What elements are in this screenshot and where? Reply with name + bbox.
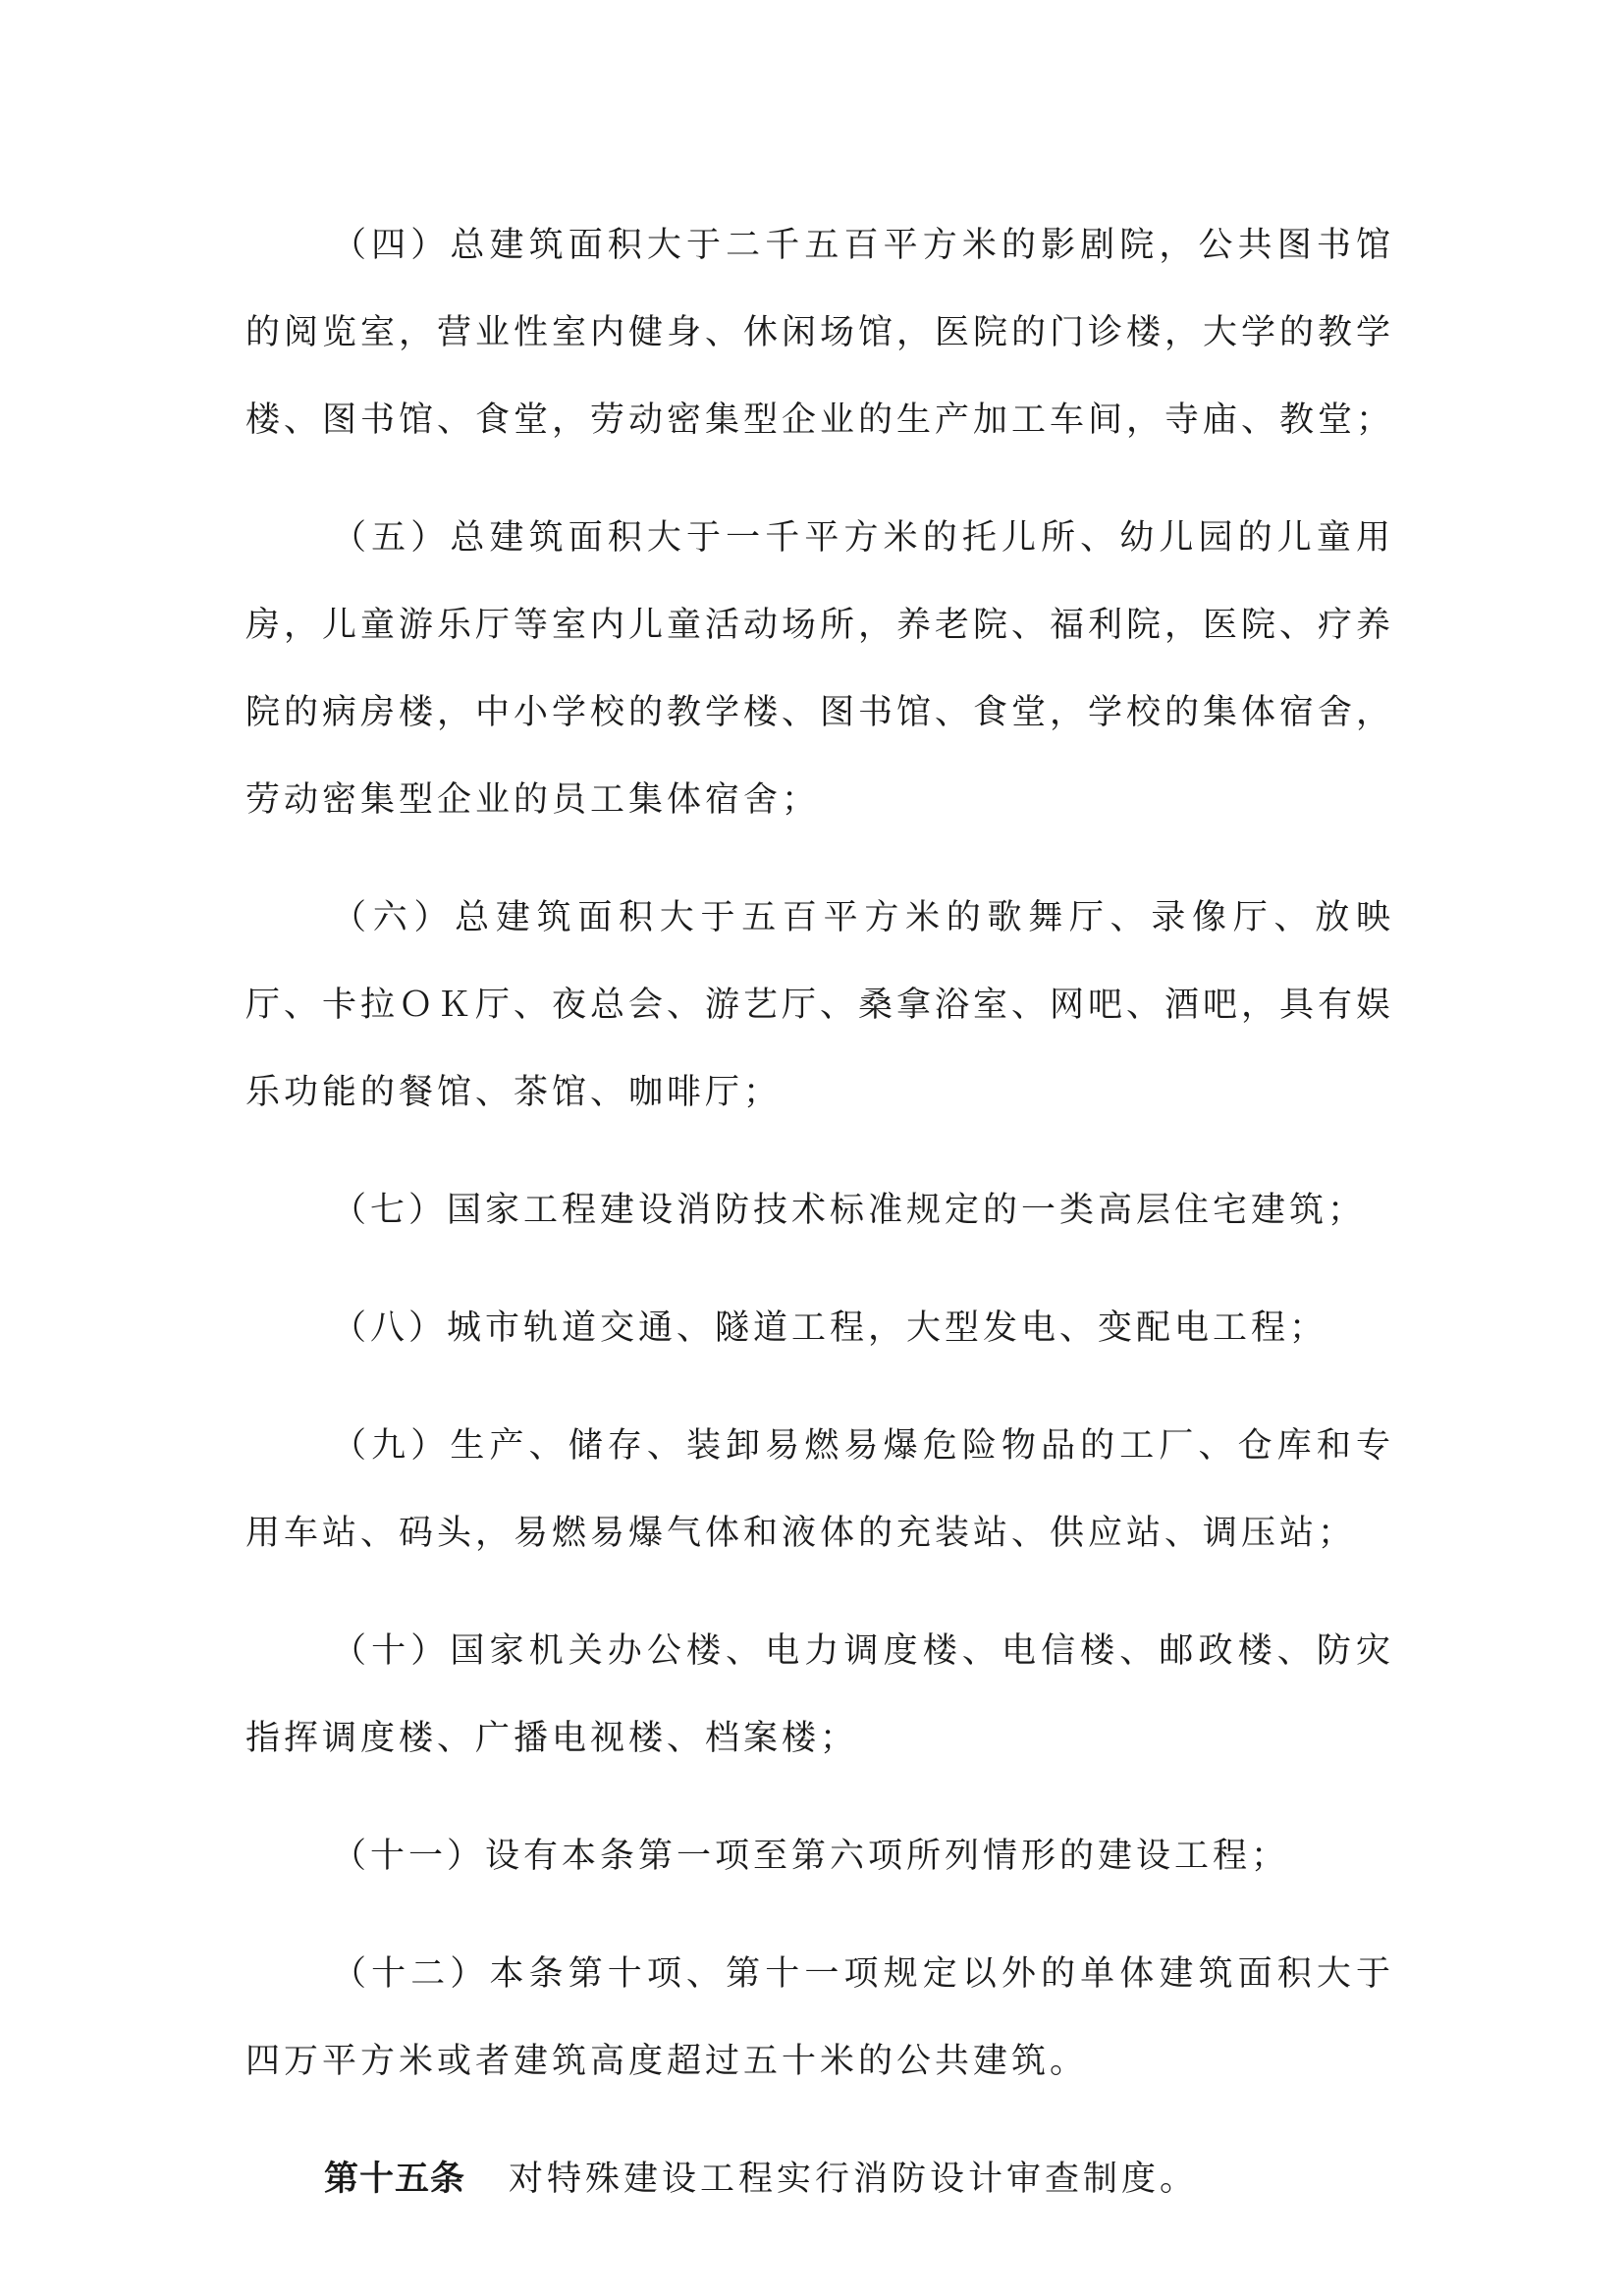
list-item-8: （八）城市轨道交通、隧道工程，大型发电、变配电工程；: [332, 1308, 1328, 1348]
list-item-5: （五）总建筑面积大于一千平方米的托儿所、幼儿园的儿童用房，儿童游乐厅等室内儿童活动场所，养老院、福利院，医院、疗养院的病房楼，中小学校的教学楼、图书馆、食堂，学校的集体宿舍，劳动密集型企业的员工集体宿舍；: [245, 518, 1395, 820]
article-text: 对特殊建设工程实行消防设计审查制度。: [509, 2160, 1199, 2199]
document-body: [245, 202, 1394, 2223]
list-item-9: （九）生产、储存、装卸易燃易爆危险物品的工厂、仓库和专用车站、码头，易燃易爆气体和液体的充装站、供应站、调压站；: [245, 1426, 1394, 1553]
list-item-6: （六）总建筑面积大于五百平方米的歌舞厅、录像厅、放映厅、卡拉ＯＫ厅、夜总会、游艺厅、桑拿浴室、网吧、酒吧，具有娱乐功能的餐馆、茶馆、咖啡厅；: [245, 898, 1395, 1112]
list-item-11: （十一）设有本条第一项至第六项所列情形的建设工程；: [332, 1837, 1290, 1876]
list-item-12: （十二）本条第十项、第十一项规定以外的单体建筑面积大于四万平方米或者建筑高度超过五十米的公共建筑。: [245, 1954, 1394, 2081]
list-item-4: （四）总建筑面积大于二千五百平方米的影剧院，公共图书馆的阅览室，营业性室内健身、休闲场馆，医院的门诊楼，大学的教学楼、图书馆、食堂，劳动密集型企业的生产加工车间，寺庙、教堂；: [245, 226, 1395, 440]
list-item-7: （七）国家工程建设消防技术标准规定的一类高层住宅建筑；: [332, 1191, 1367, 1230]
list-item-10: （十）国家机关办公楼、电力调度楼、电信楼、邮政楼、防灾指挥调度楼、广播电视楼、档案楼；: [245, 1631, 1394, 1758]
article-15: [245, 2136, 1394, 2223]
article-number: 第十五条: [324, 2160, 466, 2199]
